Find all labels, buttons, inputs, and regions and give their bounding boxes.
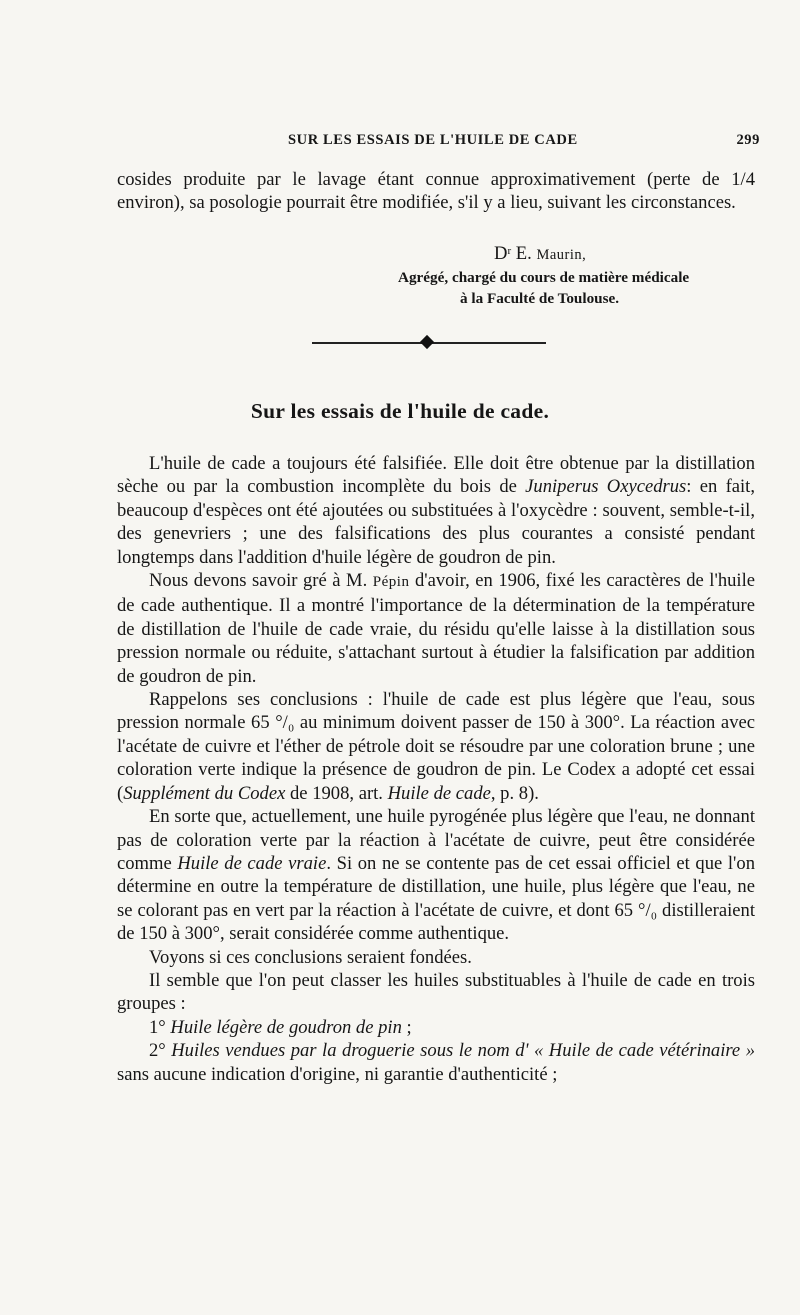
paragraph-4-text-b: . Si on ne se contente pas de cet essai officiel et que l'on détermine en outre la température de distillation, une huile, plus légère que l'eau, ne se colorant pas en vert par la réaction à l'acétate de cuivre, et dont 65 °/₀ distilleraient de 150 à 300°, serait considérée comme authentique. (117, 852, 755, 945)
species-name: Juniperus Oxycedrus (525, 476, 687, 498)
running-head-title: SUR LES ESSAIS DE L'HUILE DE CADE (288, 132, 578, 148)
list-item-2-rest: sans aucune indication d'origine, ni garantie d'authenticité ; (117, 1063, 558, 1085)
paragraph-4 (117, 805, 755, 945)
list-item-1-number: 1° (149, 1016, 166, 1038)
list-item-1-end: ; (401, 1016, 412, 1038)
paragraph-1-text-b: : en fait, beaucoup d'espèces ont été ajoutées ou substituées à l'oxycèdre : souvent, semble-t-il, des genevriers ; une des falsifications des plus courantes a consisté pendant longtemps dans l'addition d'huile légère de goudron de pin. (117, 476, 755, 568)
separator-diamond-icon (420, 335, 434, 349)
paragraph-2 (117, 569, 755, 688)
codex-reference: Supplément du Codex (123, 782, 286, 804)
article-body (117, 452, 755, 1086)
author-name (398, 238, 758, 268)
paragraph-5: Voyons si ces conclusions seraient fondées. (149, 946, 472, 968)
author-surname: Maurin, (536, 247, 587, 263)
intro-paragraph: cosides produite par le lavage étant connue approximativement (perte de 1/4 environ), sa posologie pourrait être modifiée, s'il y a lieu, suivant les circonstances. (117, 169, 755, 214)
affiliation-line-1: Agrégé, chargé du cours de matière médicale (398, 269, 690, 286)
affiliation-line-2: à la Faculté de Toulouse. (460, 289, 620, 307)
paragraph-4-text-a: En sorte que, actuellement, une huile pyrogénée plus légère que l'eau, ne donnant pas de coloration verte par la réaction à l'acétate de cuivre, peut être considérée comme (117, 806, 755, 874)
paragraph-6: Il semble que l'on peut classer les huiles substituables à l'huile de cade en trois groupes : (117, 969, 755, 1015)
paragraph-3-text-a: Rappelons ses conclusions : l'huile de cade est plus légère que l'eau, sous pression normale 65 °/₀ au minimum doivent passer de 150 à 300°. La réaction avec l'acétate de cuivre et l'éther de pétrole doit se résoudre par une coloration brune ; une coloration verte indique la présence de goudron de pin. Le Codex a adopté cet essai ( (117, 689, 755, 804)
signature-block (398, 238, 758, 309)
list-item-2 (117, 1039, 755, 1086)
codex-article: Huile de cade (387, 782, 491, 804)
paragraph-2-text-a: Nous devons savoir gré à M. (149, 570, 373, 592)
author-initial: E. (515, 243, 532, 264)
list-item-1 (117, 1016, 755, 1039)
article-title: Sur les essais de l'huile de cade. (250, 399, 550, 423)
intro-section (117, 168, 755, 215)
paragraph-1-text-a: L'huile de cade a toujours été falsifiée. Elle doit être obtenue par la distillation sèche ou par la combustion incomplète du bois de (117, 453, 755, 498)
paragraph-3 (117, 688, 755, 805)
list-item-2-quote: « Huile de cade vétérinaire » (528, 1040, 755, 1062)
list-item-1-text: Huile légère de goudron de pin (170, 1016, 402, 1038)
paragraph-2-text-b: d'avoir, en 1906, fixé les caractères de l'huile de cade authentique. Il a montré l'importance de la détermination de la température de distillation de l'huile de cade vraie, du résidu qu'elle laisse à la distillation sous pression normale ou réduite, s'attachant surtout à étudier la falsification par addition de goudron de pin. (117, 570, 755, 687)
author-title: D (494, 243, 508, 264)
defined-term: Huile de cade vraie (177, 852, 327, 874)
paragraph-3-text-c: , p. 8). (490, 782, 539, 804)
paragraph-1 (117, 452, 755, 569)
list-item-2-text: Huiles vendues par la droguerie sous le nom d' (171, 1040, 529, 1062)
author-title-sup: r (507, 245, 512, 257)
paragraph-3-text-b: de 1908, art. (285, 782, 388, 804)
list-item-2-number: 2° (149, 1040, 166, 1062)
cited-author: Pépin (372, 574, 410, 591)
page-number: 299 (736, 132, 760, 148)
